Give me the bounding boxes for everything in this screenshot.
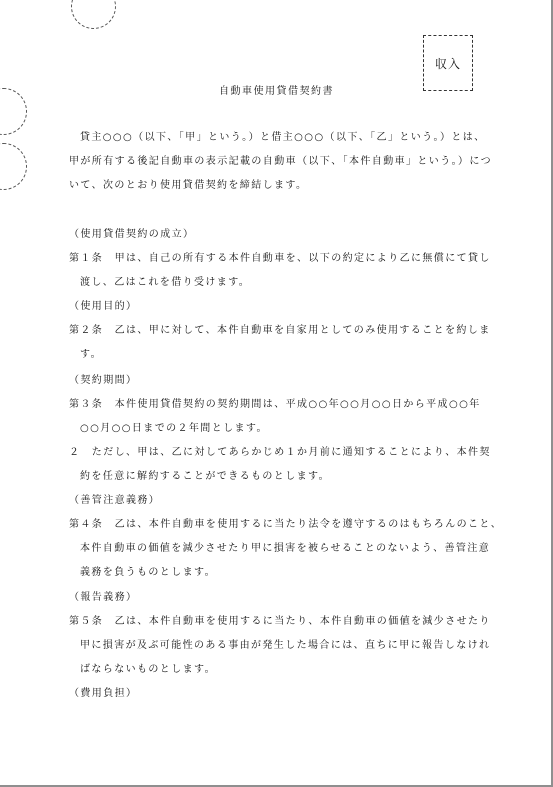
article-heading: （使用目的） [69, 301, 138, 312]
article-heading: （報告義務） [69, 592, 138, 603]
article-line: す。 [80, 349, 102, 360]
article-line: ばならないものとします。 [80, 664, 216, 675]
article-line: 義務を負うものとします。 [80, 567, 216, 578]
article-heading: （使用貸借契約の成立） [69, 229, 195, 240]
article-heading: （費用負担） [69, 688, 138, 699]
article-line: 第５条 乙は、本件自動車を使用するに当たり、本件自動車の価値を減少させたり [69, 616, 491, 627]
document-title: 自動車使用貸借契約書 [219, 86, 334, 97]
punch-hole-marker [71, 0, 116, 29]
punch-hole-marker [0, 143, 27, 190]
article-line: 渡し、乙はこれを借り受けます。 [80, 277, 251, 288]
stamp-label: 収入 [434, 56, 461, 71]
article-line: 本件自動車の価値を減少させたり甲に損害を被らせることのないよう、善管注意 [80, 543, 491, 554]
article-line: ２ ただし、甲は、乙に対してあらかじめ１か月前に通知することにより、本件契 [69, 447, 491, 458]
article-line: 第３条 本件使用貸借契約の契約期間は、平成○○年○○月○○日から平成○○年 [69, 399, 481, 410]
article-line: 約を任意に解約することができるものとします。 [80, 471, 330, 482]
article-line: ○○月○○日までの２年間とします。 [80, 423, 268, 434]
preamble-line: いて、次のとおり使用貸借契約を締結します。 [69, 180, 308, 191]
preamble-line: 貸主○○○（以下、「甲」という。）と借主○○○（以下、「乙」という。）とは、 [80, 132, 486, 143]
article-heading: （善管注意義務） [69, 495, 161, 506]
article-line: 第２条 乙は、甲に対して、本件自動車を自家用としてのみ使用することを約しま [69, 325, 491, 336]
article-heading: （契約期間） [69, 375, 138, 386]
article-line: 第４条 乙は、本件自動車を使用するに当たり法令を遵守するのはもちろんのこと、 [69, 519, 503, 530]
article-line: 第１条 甲は、自己の所有する本件自動車を、以下の約定により乙に無償にて貸し [69, 253, 491, 264]
article-line: 甲に損害が及ぶ可能性のある事由が発生した場合には、直ちに甲に報告しなけれ [80, 640, 491, 651]
preamble-line: 甲が所有する後記自動車の表示記載の自動車（以下、「本件自動車」という。）につ [69, 156, 492, 167]
